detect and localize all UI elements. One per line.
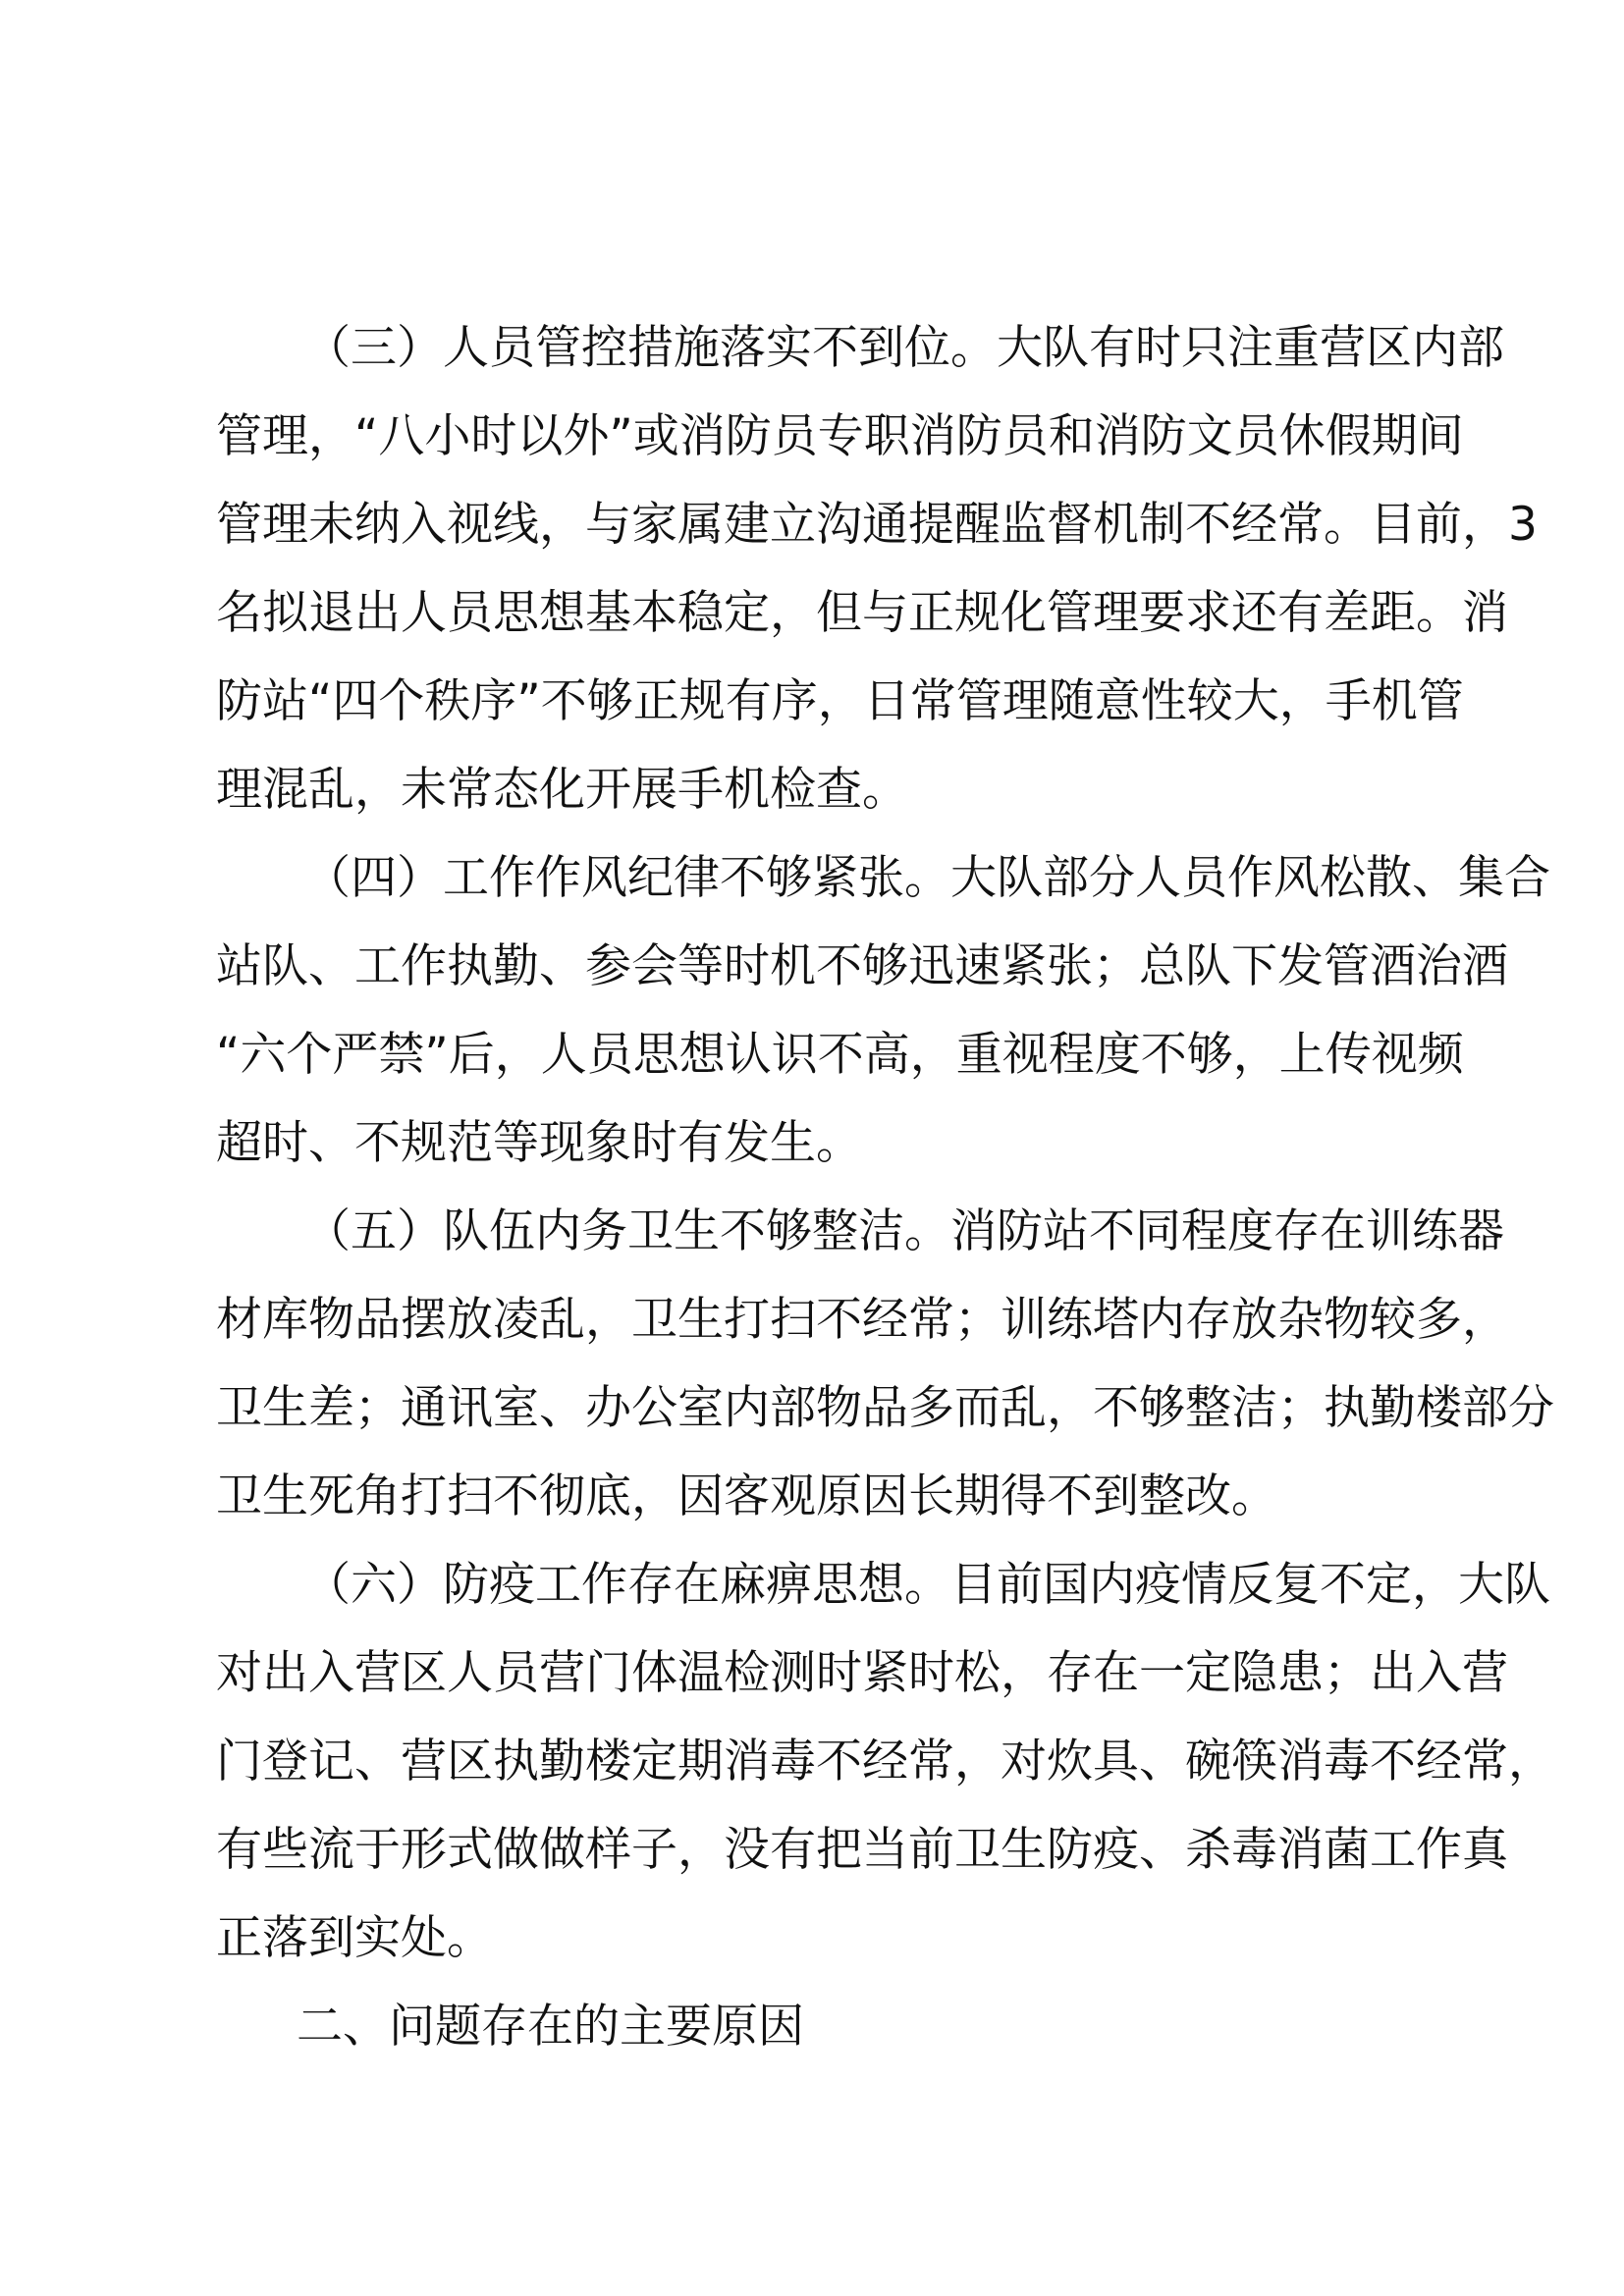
paragraph-line: 正落到实处。 [216, 1911, 493, 1965]
paragraph-section-5 [216, 1188, 1554, 1541]
paragraph-line: 卫生死角打扫不彻底，因客观原因长期得不到整改。 [216, 1469, 1277, 1523]
paragraph-section-6 [216, 1541, 1554, 1983]
paragraph-line: 防站“四个秩序”不够正规有序，日常管理随意性较大，手机管 [216, 674, 1464, 728]
paragraph-line: 有些流于形式做做样子，没有把当前卫生防疫、杀毒消菌工作真 [216, 1823, 1508, 1877]
paragraph-line: 管理未纳入视线，与家属建立沟通提醒监督机制不经常。目前，3 [216, 498, 1538, 552]
paragraph-line: 对出入营区人员营门体温检测时紧时松，存在一定隐患；出入营 [216, 1646, 1508, 1700]
paragraph-line: 卫生差；通讯室、办公室内部物品多而乱，不够整洁；执勤楼部分 [216, 1381, 1554, 1435]
section-heading: 二、问题存在的主要原因 [297, 2000, 804, 2054]
paragraph-line: （三）人员管控措施落实不到位。大队有时只注重营区内部 [304, 321, 1504, 375]
paragraph-line: 理混乱，未常态化开展手机检查。 [216, 763, 908, 817]
paragraph-section-3 [216, 304, 1538, 834]
paragraph-line: （六）防疫工作存在麻痹思想。目前国内疫情反复不定，大队 [304, 1558, 1550, 1612]
paragraph-line: 超时、不规范等现象时有发生。 [216, 1116, 862, 1170]
paragraph-line: “六个严禁”后，人员思想认识不高，重视程度不够，上传视频 [216, 1028, 1464, 1082]
paragraph-line: 材库物品摆放凌乱，卫生打扫不经常；训练塔内存放杂物较多， [216, 1293, 1508, 1347]
paragraph-section-4 [216, 834, 1550, 1188]
paragraph-line: （四）工作作风纪律不够紧张。大队部分人员作风松散、集合 [304, 851, 1550, 905]
paragraph-line: 名拟退出人员思想基本稳定，但与正规化管理要求还有差距。消 [216, 586, 1508, 640]
document-body [216, 304, 1554, 2071]
paragraph-line: （五）队伍内务卫生不够整洁。消防站不同程度存在训练器 [304, 1204, 1504, 1258]
paragraph-line: 门登记、营区执勤楼定期消毒不经常，对炊具、碗筷消毒不经常， [216, 1735, 1554, 1789]
paragraph-line: 站队、工作执勤、参会等时机不够迅速紧张；总队下发管酒治酒 [216, 939, 1508, 993]
paragraph-line: 管理，“八小时以外”或消防员专职消防员和消防文员休假期间 [216, 409, 1464, 463]
